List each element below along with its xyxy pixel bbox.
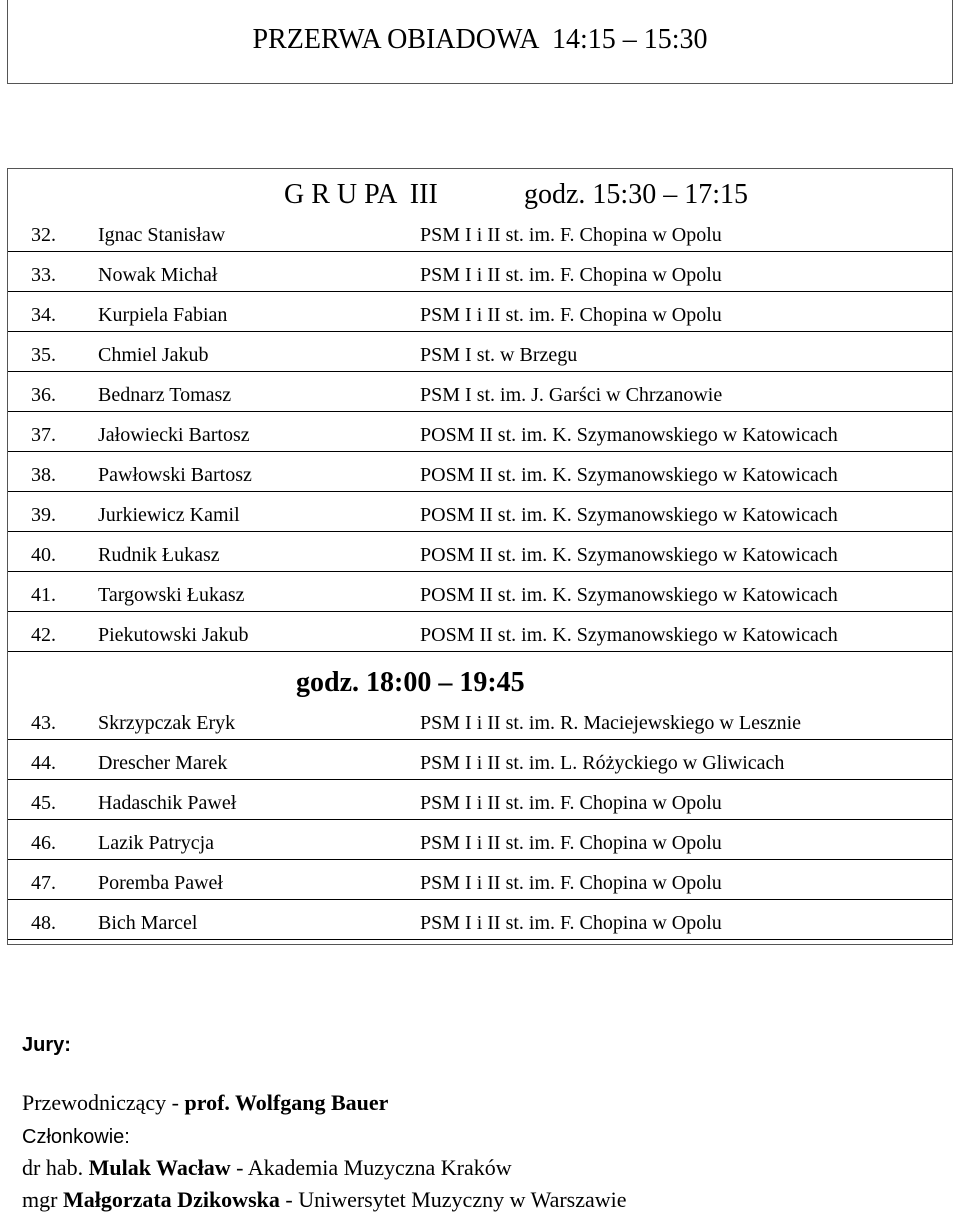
school-name: POSM II st. im. K. Szymanowskiego w Katowicach: [420, 464, 838, 486]
entry-number: 34.: [31, 304, 56, 326]
school-name: PSM I i II st. im. L. Różyckiego w Gliwicach: [420, 752, 785, 774]
table-row: [8, 452, 952, 492]
entry-number: 44.: [31, 752, 56, 774]
jury-chair-line: [22, 1090, 388, 1116]
table-row: [8, 292, 952, 332]
participant-name: Chmiel Jakub: [98, 344, 209, 366]
participant-name: Rudnik Łukasz: [98, 544, 220, 566]
table-row: [8, 700, 952, 740]
table-row: [8, 412, 952, 452]
participant-name: Drescher Marek: [98, 752, 228, 774]
entry-number: 41.: [31, 584, 56, 606]
school-name: PSM I i II st. im. F. Chopina w Opolu: [420, 304, 722, 326]
jury-member-name: Mulak Wacław: [88, 1155, 231, 1180]
table-row: [8, 372, 952, 412]
jury-member-1: [22, 1155, 512, 1181]
table-row: [8, 572, 952, 612]
school-name: PSM I i II st. im. F. Chopina w Opolu: [420, 872, 722, 894]
participant-name: Nowak Michał: [98, 264, 218, 286]
entry-number: 33.: [31, 264, 56, 286]
jury-chair-name: prof. Wolfgang Bauer: [184, 1090, 389, 1115]
entry-number: 37.: [31, 424, 56, 446]
entry-number: 42.: [31, 624, 56, 646]
participant-name: Pawłowski Bartosz: [98, 464, 252, 486]
entry-number: 40.: [31, 544, 56, 566]
session-time-1: godz. 15:30 – 17:15: [524, 179, 748, 210]
entry-number: 47.: [31, 872, 56, 894]
school-name: POSM II st. im. K. Szymanowskiego w Katowicach: [420, 584, 838, 606]
participant-name: Poremba Paweł: [98, 872, 223, 894]
participant-name: Ignac Stanisław: [98, 224, 226, 246]
jury-chair-label: Przewodniczący -: [22, 1090, 185, 1115]
participant-name: Hadaschik Paweł: [98, 792, 237, 814]
table-row: [8, 332, 952, 372]
table-row: [8, 612, 952, 652]
school-name: PSM I st. im. J. Garści w Chrzanowie: [420, 384, 723, 406]
jury-member-prefix: dr hab.: [22, 1155, 89, 1180]
entry-number: 39.: [31, 504, 56, 526]
participant-name: Jurkiewicz Kamil: [98, 504, 240, 526]
entry-number: 43.: [31, 712, 56, 734]
school-name: PSM I i II st. im. F. Chopina w Opolu: [420, 792, 722, 814]
table-row: [8, 780, 952, 820]
table-row: [8, 492, 952, 532]
entry-number: 46.: [31, 832, 56, 854]
school-name: PSM I i II st. im. F. Chopina w Opolu: [420, 264, 722, 286]
participant-name: Lazik Patrycja: [98, 832, 215, 854]
session-time-2: godz. 18:00 – 19:45: [296, 667, 525, 698]
participant-name: Jałowiecki Bartosz: [98, 424, 250, 446]
participant-name: Bich Marcel: [98, 912, 198, 934]
entry-number: 38.: [31, 464, 56, 486]
school-name: POSM II st. im. K. Szymanowskiego w Katowicach: [420, 624, 838, 646]
entry-number: 36.: [31, 384, 56, 406]
school-name: PSM I i II st. im. F. Chopina w Opolu: [420, 224, 722, 246]
participant-name: Bednarz Tomasz: [98, 384, 232, 406]
participant-name: Targowski Łukasz: [98, 584, 245, 606]
jury-member-prefix: mgr: [22, 1187, 63, 1212]
school-name: PSM I i II st. im. F. Chopina w Opolu: [420, 832, 722, 854]
lunch-break-title: PRZERWA OBIADOWA 14:15 – 15:30: [252, 24, 708, 55]
school-name: PSM I st. w Brzegu: [420, 344, 578, 366]
entry-number: 35.: [31, 344, 56, 366]
entry-number: 45.: [31, 792, 56, 814]
school-name: PSM I i II st. im. R. Maciejewskiego w Lesznie: [420, 712, 802, 734]
table-row: [8, 212, 952, 252]
jury-member-2: [22, 1187, 627, 1213]
table-row: [8, 900, 952, 940]
jury-member-affiliation: - Uniwersytet Muzyczny w Warszawie: [279, 1187, 627, 1212]
entry-number: 32.: [31, 224, 56, 246]
school-name: PSM I i II st. im. F. Chopina w Opolu: [420, 912, 722, 934]
school-name: POSM II st. im. K. Szymanowskiego w Katowicach: [420, 504, 838, 526]
table-row: [8, 252, 952, 292]
participant-name: Skrzypczak Eryk: [98, 712, 236, 734]
table-row: [8, 860, 952, 900]
table-row: [8, 532, 952, 572]
participant-name: Kurpiela Fabian: [98, 304, 228, 326]
jury-member-name: Małgorzata Dzikowska: [62, 1187, 280, 1212]
jury-member-affiliation: - Akademia Muzyczna Kraków: [230, 1155, 512, 1180]
table-row: [8, 740, 952, 780]
jury-heading: Jury:: [22, 1034, 71, 1056]
participant-name: Piekutowski Jakub: [98, 624, 249, 646]
school-name: POSM II st. im. K. Szymanowskiego w Katowicach: [420, 544, 838, 566]
group-title: G R U PA III: [284, 179, 438, 210]
jury-members-label: Członkowie:: [22, 1126, 130, 1148]
school-name: POSM II st. im. K. Szymanowskiego w Katowicach: [420, 424, 838, 446]
entry-number: 48.: [31, 912, 56, 934]
table-row: [8, 820, 952, 860]
